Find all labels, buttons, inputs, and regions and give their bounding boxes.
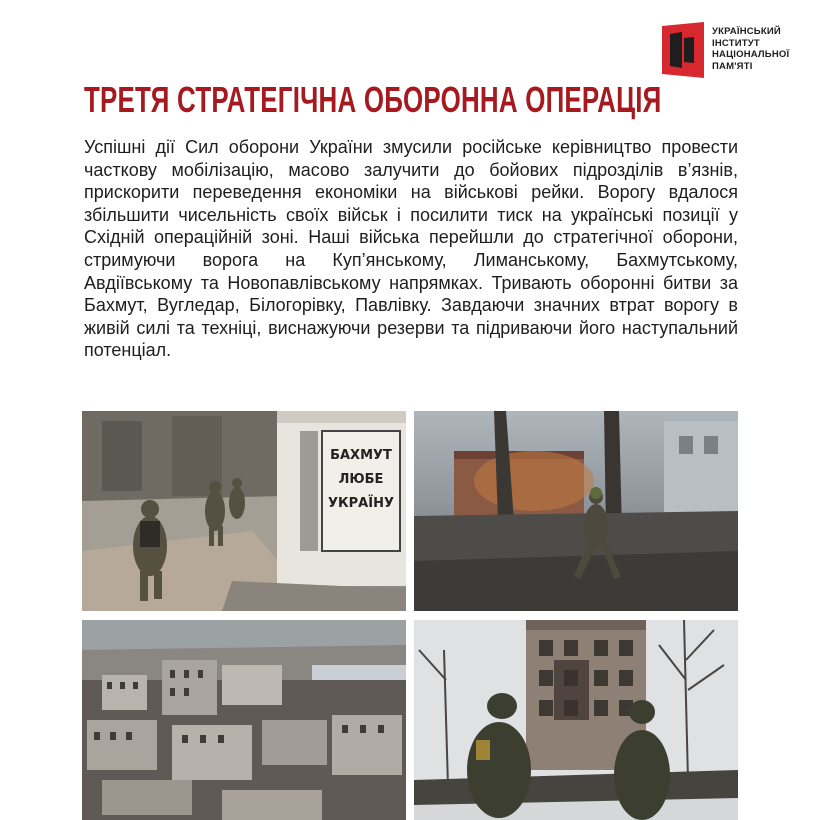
photo-soldiers-building [414, 620, 738, 820]
institute-name-line: УКРАЇНСЬКИЙ [712, 26, 781, 37]
photo-destroyed-city [82, 620, 406, 820]
institute-name-line: НАЦІОНАЛЬНОЇ [712, 49, 790, 60]
institute-name-line: ПАМ'ЯТІ [712, 60, 753, 72]
institute-name-line: ІНСТИТУТ [712, 37, 760, 49]
graffiti-line: ЛЮБЕ [338, 472, 384, 487]
page-title: ТРЕТЯ СТРАТЕГІЧНА ОБОРОННА ОПЕРАЦІЯ [84, 79, 662, 120]
photo-soldier-smoke [414, 411, 738, 611]
photo-soldiers-graffiti [82, 411, 406, 611]
graffiti-line: БАХМУТ [330, 448, 392, 463]
institute-logo-icon [662, 22, 704, 78]
graffiti-line: УКРАЇНУ [328, 496, 394, 511]
institute-name [712, 26, 789, 72]
institute-logo [662, 22, 812, 78]
body-paragraph: Успішні дії Сил оборони України змусили російське керівництво провести часткову мобілізацію, масово залучити до бойових підрозділів в’язнів, прискорити переведення економіки на військові рейки. Ворогу вдалося збільшити чисельність своїх військ і посилити тиск на українські позиції у Східній операційній зоні. Наші війська перейшли до стратегічної оборони, стримуючи ворога на Куп’янському, Лиманському, Бахмутському, Авдіївському та Новопавлівському напрямках. Тривають оборонні битви за Бахмут, Вугледар, Білогорівку, Павлівку. Завдаючи значних втрат ворогу в живій силі та техніці, виснажуючи резерви та підриваючи його наступальний потенціал. [84, 137, 738, 361]
